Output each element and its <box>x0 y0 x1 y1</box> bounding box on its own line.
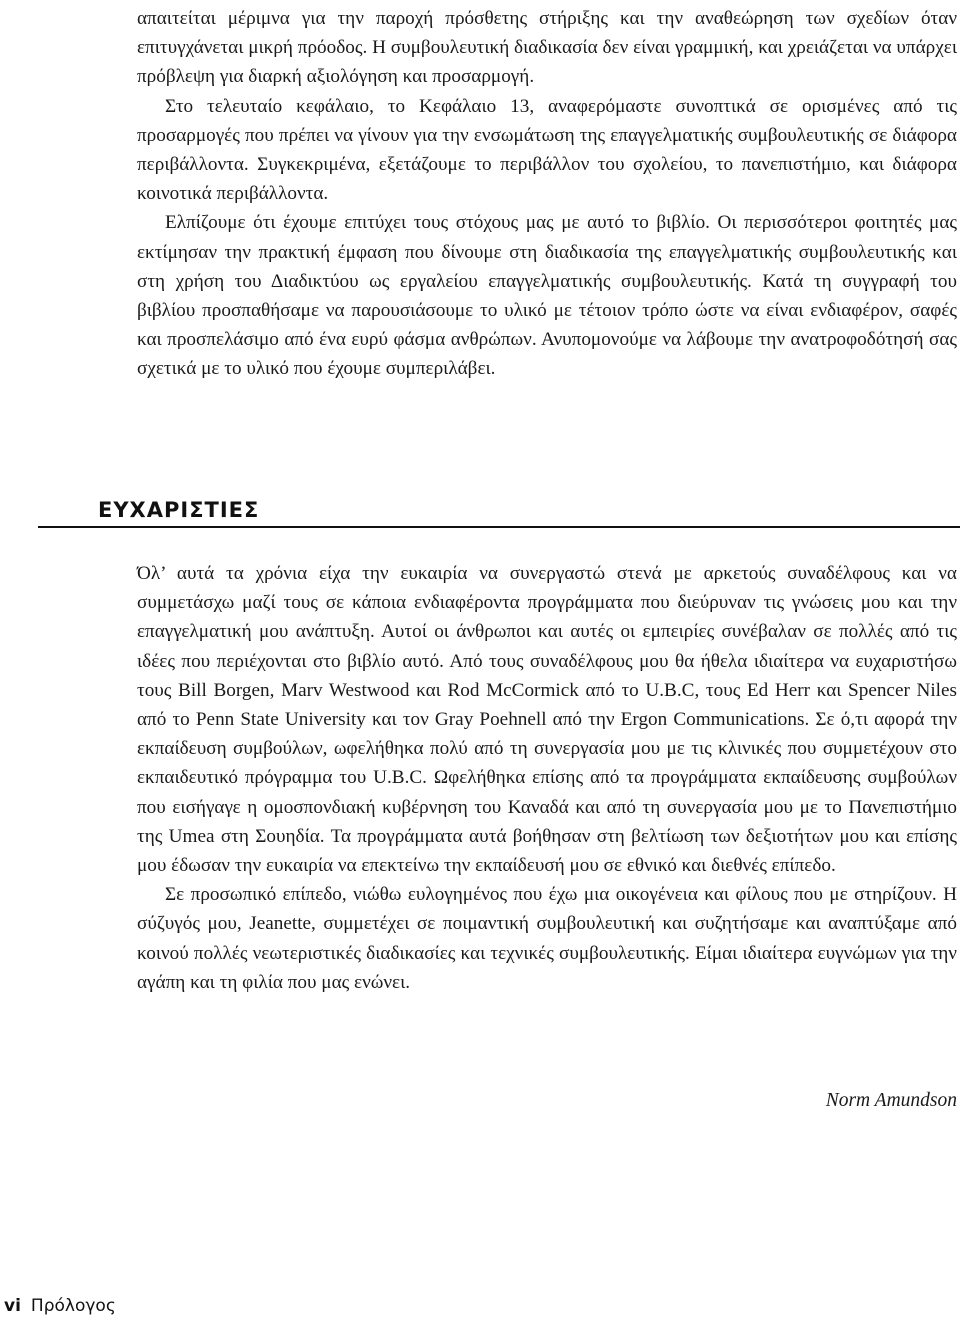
page-footer <box>4 1296 116 1316</box>
footer-section-title: Πρόλογος <box>30 1296 116 1316</box>
page-number: vi <box>4 1296 21 1316</box>
section-heading: ΕΥΧΑΡΙΣΤΙΕΣ <box>98 498 260 522</box>
intro-paragraph: Ελπίζουμε ότι έχουμε επιτύχει τους στόχους μας με αυτό το βιβλίο. Οι περισσότεροι φοιτητές μας εκτίμησαν την πρακτική έμφαση που δίνουμε στη διαδικασία της επαγγελματικής συμβουλευτικής και στη χρήση του Διαδικτύου ως εργαλείου επαγγελματικής συμβουλευτικής. Κατά τη συγγραφή του βιβλίου προσπαθήσαμε να παρουσιάσουμε το υλικό με τέτοιον τρόπο ώστε να είναι ενδιαφέρον, σαφές και προσπελάσιμο από ένα ευρύ φάσμα ανθρώπων. Ανυπομονούμε να λάβουμε την ανατροφοδότησή σας σχετικά με το υλικό που έχουμε συμπεριλάβει. <box>137 212 957 380</box>
acknowledgements-paragraph: Σε προσωπικό επίπεδο, νιώθω ευλογημένος που έχω μια οικογένεια και φίλους που με στηρίζουν. Η σύζυγός μου, Jeanette, συμμετέχει σε ποιμαντική συμβουλευτική και συζητήσαμε και αναπτύξαμε από κοινού πολλές νεωτεριστικές διαδικασίες και τεχνικές συμβουλευτικής. Είμαι ιδιαίτερα ευγνώμων για την αγάπη και τη φιλία που μας ενώνει. <box>137 884 957 993</box>
author-signature: Norm Amundson <box>825 1090 957 1111</box>
intro-text-block <box>137 4 957 384</box>
acknowledgements-text-block <box>137 559 957 997</box>
intro-paragraph: απαιτείται μέριμνα για την παροχή πρόσθετης στήριξης και την αναθεώρηση των σχεδίων όταν επιτυγχάνεται μικρή πρόοδος. Η συμβουλευτική διαδικασία δεν είναι γραμμική, και χρειάζεται να υπάρχει πρόβλεψη για διαρκή αξιολόγηση και προσαρμογή. <box>137 8 957 88</box>
section-divider <box>38 526 960 528</box>
intro-paragraph: Στο τελευταίο κεφάλαιο, το Κεφάλαιο 13, αναφερόμαστε συνοπτικά σε ορισμένες από τις προσαρμογές που πρέπει να γίνουν για την ενσωμάτωση της επαγγελματικής συμβουλευτικής σε διάφορα περιβάλλοντα. Συγκεκριμένα, εξετάζουμε το περιβάλλον του σχολείου, το πανεπιστήμιο, και διάφορα κοινοτικά περιβάλλοντα. <box>137 95 957 205</box>
acknowledgements-paragraph: Όλ’ αυτά τα χρόνια είχα την ευκαιρία να συνεργαστώ στενά με αρκετούς συναδέλφους και να συμμετάσχω μαζί τους σε κάποια ενδιαφέροντα προγράμματα που διεύρυναν τις γνώσεις μου και την επαγγελματική μου ανάπτυξη. Αυτοί οι άνθρωποι και αυτές οι εμπειρίες συνέβαλαν σε πολλές από τις ιδέες που περιέχονται στο βιβλίο αυτό. Από τους συναδέλφους μου θα ήθελα ιδιαίτερα να ευχαριστήσω τους Bill Borgen, Marv Westwood και Rod McCormick από το U.B.C, τους Ed Herr και Spencer Niles από το Penn State University και τον Gray Poehnell από την Ergon Communications. Σε ό,τι αφορά την εκπαίδευση συμβούλων, ωφελήθηκα πολύ από τη συνεργασία μου με τις κλινικές που συμμετέχουν στο εκπαιδευτικό πρόγραμμα του U.B.C. Ωφελήθηκα επίσης από τα προγράμματα εκπαίδευσης συμβούλων που εισήγαγε η ομοσπονδιακή κυβέρνηση του Καναδά και από τη συνεργασία μου με το Πανεπιστήμιο της Umea στη Σουηδία. Τα προγράμματα αυτά βοήθησαν στη βελτίωση των δεξιοτήτων μου και επίσης μου έδωσαν την ευκαιρία να επεκτείνω την εκπαίδευσή μου σε εθνικό και διεθνές επίπεδο. <box>137 563 957 877</box>
